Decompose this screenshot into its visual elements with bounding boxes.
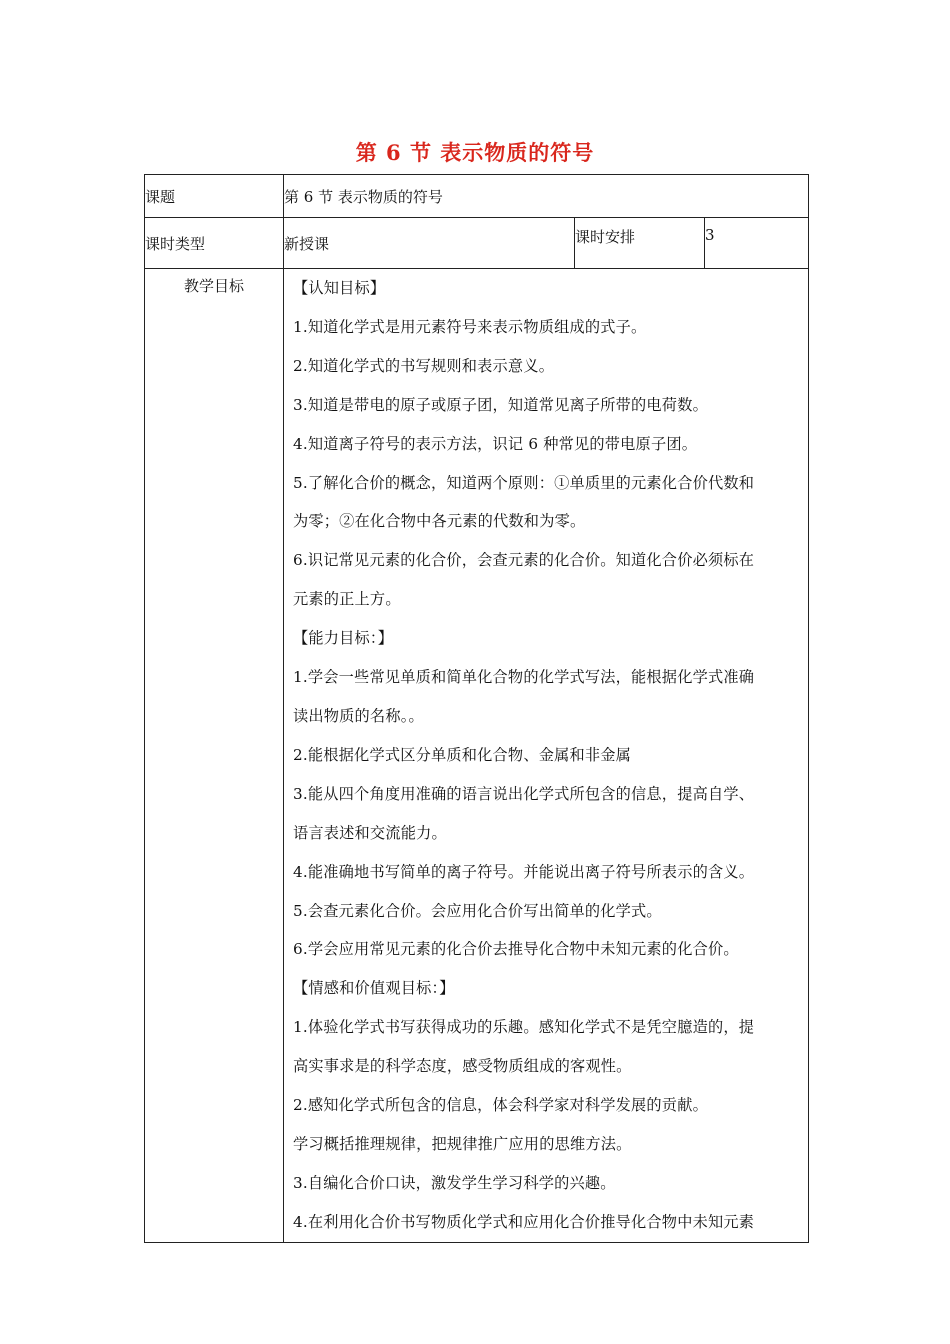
lesson-type-value: 新授课 bbox=[284, 218, 575, 269]
objective-line: 4.能准确地书写简单的离子符号。并能说出离子符号所表示的含义。 bbox=[293, 862, 755, 881]
objectives-content bbox=[284, 269, 809, 1243]
objective-line: 学习概括推理规律，把规律推广应用的思维方法。 bbox=[293, 1134, 632, 1153]
table-row bbox=[145, 218, 809, 269]
objective-line: 【认知目标】 bbox=[293, 279, 386, 297]
objective-line: 【能力目标：】 bbox=[293, 629, 394, 648]
objective-line: 6.识记常见元素的化合价，会查元素的化合价。知道化合价必须标在 bbox=[293, 551, 755, 570]
lesson-hours-label: 课时安排 bbox=[575, 218, 705, 269]
objective-line: 语言表述和交流能力。 bbox=[293, 823, 447, 842]
objective-line: 2.感知化学式所包含的信息，体会科学家对科学发展的贡献。 bbox=[293, 1096, 708, 1115]
objective-line: 1.学会一些常见单质和简单化合物的化学式写法，能根据化学式准确 bbox=[293, 668, 755, 687]
objective-line: 5.了解化合价的概念，知道两个原则：①单质里的元素化合价代数和 bbox=[293, 473, 755, 492]
page-title: 第 6 节 表示物质的符号 bbox=[355, 140, 595, 165]
objective-line: 4.知道离子符号的表示方法，识记 6 种常见的带电原子团。 bbox=[293, 434, 698, 453]
objective-line: 元素的正上方。 bbox=[293, 590, 401, 609]
lesson-hours-value: 3 bbox=[705, 218, 809, 269]
topic-value: 第 6 节 表示物质的符号 bbox=[284, 175, 809, 218]
objective-line: 2.能根据化学式区分单质和化合物、金属和非金属 bbox=[293, 745, 632, 764]
objective-line: 4.在利用化合价书写物质化学式和应用化合价推导化合物中未知元素 bbox=[293, 1212, 755, 1231]
objective-line: 3.知道是带电的原子或原子团，知道常见离子所带的电荷数。 bbox=[293, 395, 708, 414]
objective-line: 为零；②在化合物中各元素的代数和为零。 bbox=[293, 512, 586, 531]
objective-line: 高实事求是的科学态度，感受物质组成的客观性。 bbox=[293, 1057, 632, 1076]
objective-line: 1.知道化学式是用元素符号来表示物质组成的式子。 bbox=[293, 317, 647, 336]
objective-line: 3.自编化合价口诀，激发学生学习科学的兴趣。 bbox=[293, 1173, 616, 1192]
lesson-plan-table bbox=[144, 174, 809, 1243]
objectives-label: 教学目标 bbox=[145, 269, 284, 1243]
objective-line: 读出物质的名称。。 bbox=[293, 706, 424, 725]
table-row bbox=[145, 269, 809, 1243]
table-row bbox=[145, 175, 809, 218]
lesson-type-label: 课时类型 bbox=[145, 218, 284, 269]
objective-line: 2.知道化学式的书写规则和表示意义。 bbox=[293, 356, 555, 375]
objective-line: 6.学会应用常见元素的化合价去推导化合物中未知元素的化合价。 bbox=[293, 940, 739, 959]
topic-label: 课题 bbox=[145, 175, 284, 218]
objective-line: 3.能从四个角度用准确的语言说出化学式所包含的信息，提高自学、 bbox=[293, 784, 755, 803]
objective-line: 1.体验化学式书写获得成功的乐趣。感知化学式不是凭空臆造的，提 bbox=[293, 1018, 755, 1037]
objective-line: 【情感和价值观目标：】 bbox=[293, 979, 455, 998]
objective-line: 5.会查元素化合价。会应用化合价写出简单的化学式。 bbox=[293, 901, 662, 920]
